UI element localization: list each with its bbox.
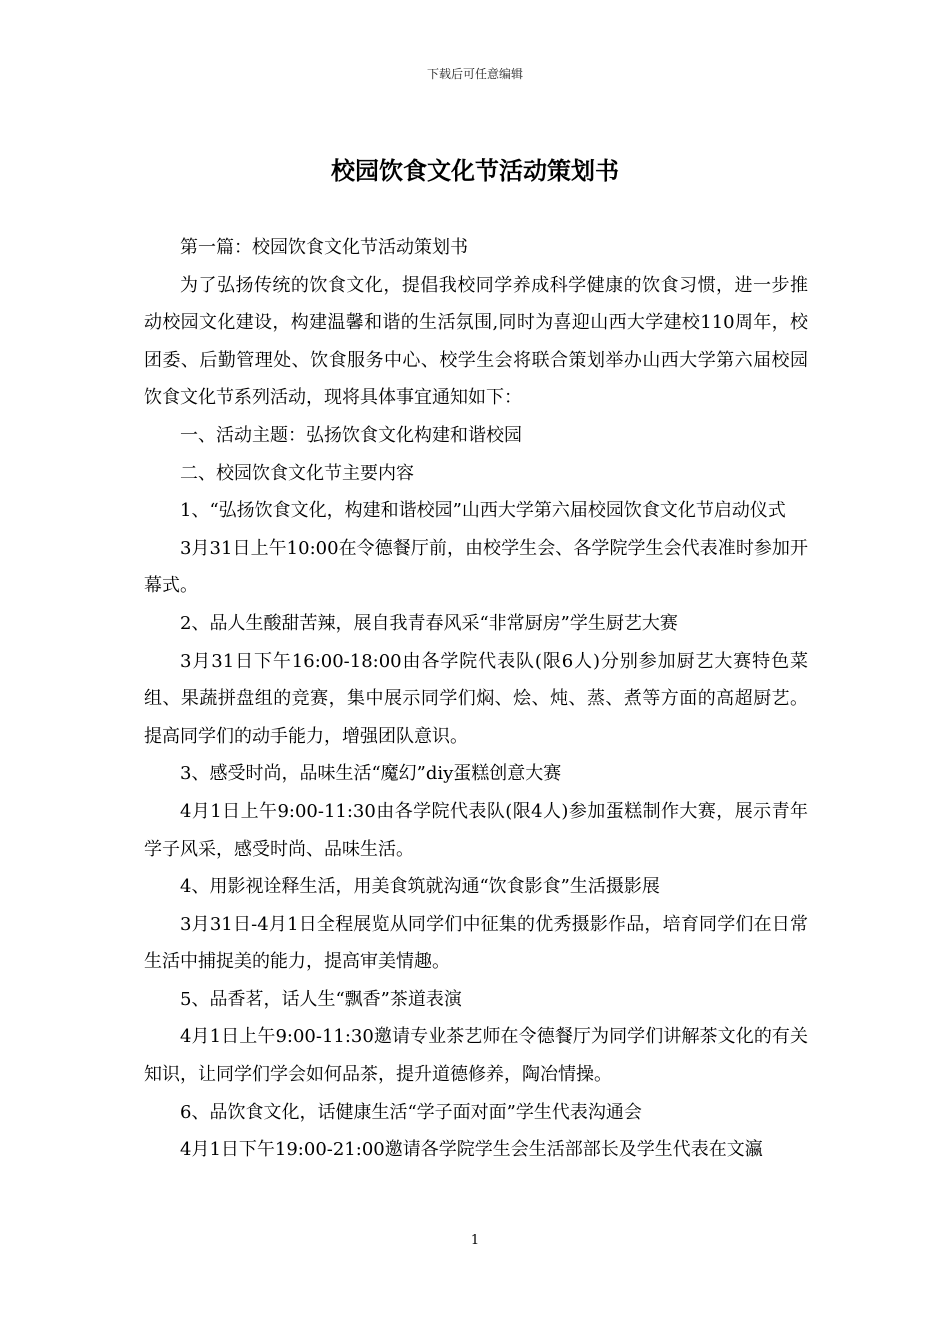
paragraph-item-3-detail: 4月1日上午9:00-11:30由各学院代表队(限4人)参加蛋糕制作大赛，展示青年学子风采，感受时尚、品味生活。 [144,800,808,860]
document-body [144,229,808,1169]
document-title: 校园饮食文化节活动策划书 [331,157,619,185]
paragraph-section-heading: 二、校园饮食文化节主要内容 [180,462,414,484]
paragraph-item-1: 1、“弘扬饮食文化，构建和谐校园”山西大学第六届校园饮食文化节启动仪式 [180,500,786,522]
paragraph-item-1-detail: 3月31日上午10:00在令德餐厅前，由校学生会、各学院学生会代表准时参加开幕式。 [144,537,808,597]
paragraph-item-4-detail: 3月31日-4月1日全程展览从同学们中征集的优秀摄影作品，培育同学们在日常生活中捕捉美的能力，提高审美情趣。 [144,913,808,973]
paragraph-item-5: 5、品香茗，话人生“飘香”茶道表演 [180,988,462,1010]
paragraph-theme: 一、活动主题：弘扬饮食文化构建和谐校园 [180,424,522,446]
paragraph-item-2-detail: 3月31日下午16:00-18:00由各学院代表队(限6人)分别参加厨艺大赛特色菜组、果蔬拼盘组的竞赛，集中展示同学们焖、烩、炖、蒸、煮等方面的高超厨艺。提高同学们的动手能力，增强团队意识。 [144,650,808,747]
page-number: 1 [470,1233,480,1248]
paragraph-intro: 为了弘扬传统的饮食文化，提倡我校同学养成科学健康的饮食习惯，进一步推动校园文化建设，构建温馨和谐的生活氛围,同时为喜迎山西大学建校110周年，校团委、后勤管理处、饮食服务中心、校学生会将联合策划举办山西大学第六届校园饮食文化节系列活动，现将具体事宜通知如下： [144,274,808,409]
paragraph-item-6-detail: 4月1日下午19:00-21:00邀请各学院学生会生活部部长及学生代表在文瀛 [180,1139,763,1161]
paragraph-item-6: 6、品饮食文化，话健康生活“学子面对面”学生代表沟通会 [180,1101,642,1123]
paragraph-subtitle: 第一篇：校园饮食文化节活动策划书 [180,237,468,258]
paragraph-item-5-detail: 4月1日上午9:00-11:30邀请专业茶艺师在令德餐厅为同学们讲解茶文化的有关知识，让同学们学会如何品茶，提升道德修养，陶冶情操。 [144,1026,808,1086]
paragraph-item-2: 2、品人生酸甜苦辣，展自我青春风采“非常厨房”学生厨艺大赛 [180,612,678,634]
paragraph-item-3: 3、感受时尚，品味生活“魔幻”diy蛋糕创意大赛 [180,763,562,785]
paragraph-item-4: 4、用影视诠释生活，用美食筑就沟通“饮食影食”生活摄影展 [180,876,660,898]
header-note: 下载后可任意编辑 [426,67,523,81]
